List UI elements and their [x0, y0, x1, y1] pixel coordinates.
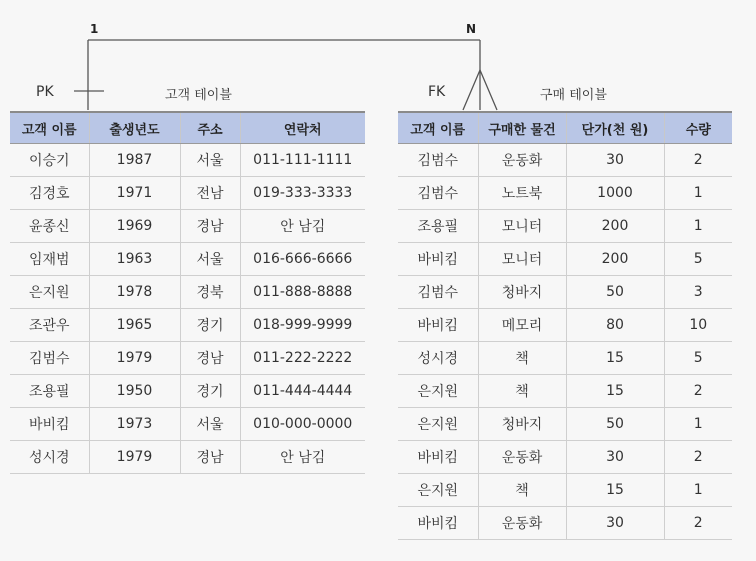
purchase-table-cell: 바비킴 [398, 309, 478, 342]
customer-table-cell: 김경호 [10, 177, 89, 210]
purchase-table-cell: 15 [566, 342, 664, 375]
customer-table-cell: 경남 [180, 441, 240, 474]
customer-table-cell: 성시경 [10, 441, 89, 474]
fk-label: FK [428, 84, 446, 100]
purchase-table-cell: 10 [664, 309, 732, 342]
many-cardinality-label: N [466, 22, 477, 36]
purchase-table-cell: 노트북 [478, 177, 566, 210]
customer-table-cell: 경북 [180, 276, 240, 309]
purchase-table-cell: 30 [566, 507, 664, 540]
customer-table-cell: 1963 [89, 243, 180, 276]
purchase-table-cell: 2 [664, 507, 732, 540]
purchase-table-cell: 1 [664, 177, 732, 210]
purchase-table-row [398, 474, 732, 507]
customer-table-row [10, 144, 365, 177]
customer-table-cell: 1979 [89, 342, 180, 375]
customer-table-row [10, 276, 365, 309]
customer-table-row [10, 243, 365, 276]
customer-table-cell: 1969 [89, 210, 180, 243]
purchase-table-cell: 운동화 [478, 441, 566, 474]
customer-table-cell: 1973 [89, 408, 180, 441]
customer-table-cell: 011-888-8888 [240, 276, 365, 309]
purchase-table-cell: 50 [566, 276, 664, 309]
purchase-table-cell: 80 [566, 309, 664, 342]
customer-table-row [10, 177, 365, 210]
purchase-table-cell: 1 [664, 474, 732, 507]
customer-table-cell: 안 남김 [240, 441, 365, 474]
purchase-table-row [398, 309, 732, 342]
customer-table-cell: 010-000-0000 [240, 408, 365, 441]
purchase-table-cell: 1000 [566, 177, 664, 210]
customer-table-cell: 019-333-3333 [240, 177, 365, 210]
purchase-table-cell: 책 [478, 342, 566, 375]
purchase-table-cell: 은지원 [398, 408, 478, 441]
customer-table-row [10, 375, 365, 408]
customer-table-cell: 김범수 [10, 342, 89, 375]
purchase-table-cell: 은지원 [398, 375, 478, 408]
purchase-table-cell: 50 [566, 408, 664, 441]
purchase-table-cell: 바비킴 [398, 441, 478, 474]
customer-table-cell: 은지원 [10, 276, 89, 309]
customer-table-cell: 016-666-6666 [240, 243, 365, 276]
purchase-table-cell: 메모리 [478, 309, 566, 342]
purchase-table-cell: 200 [566, 210, 664, 243]
purchase-table-cell: 15 [566, 375, 664, 408]
customer-table-row [10, 210, 365, 243]
purchase-table-row [398, 177, 732, 210]
purchase-table-cell: 30 [566, 144, 664, 177]
purchase-table-row [398, 375, 732, 408]
purchase-column-header: 수량 [664, 112, 732, 144]
purchase-table-cell: 바비킴 [398, 243, 478, 276]
customer-table-cell: 경기 [180, 375, 240, 408]
customer-table-cell: 서울 [180, 408, 240, 441]
purchase-table-row [398, 408, 732, 441]
purchase-column-header: 단가(천 원) [566, 112, 664, 144]
purchase-table [398, 111, 732, 540]
purchase-table-cell: 조용필 [398, 210, 478, 243]
customer-table-cell: 1978 [89, 276, 180, 309]
purchase-table-row [398, 441, 732, 474]
purchase-table-cell: 5 [664, 243, 732, 276]
one-cardinality-label: 1 [90, 22, 99, 36]
customer-table-cell: 1965 [89, 309, 180, 342]
customer-table-cell: 조용필 [10, 375, 89, 408]
customer-table-cell: 011-111-1111 [240, 144, 365, 177]
purchase-column-header: 구매한 물건 [478, 112, 566, 144]
customer-table-cell: 1950 [89, 375, 180, 408]
customer-table-cell: 1987 [89, 144, 180, 177]
purchase-table-cell: 3 [664, 276, 732, 309]
customer-column-header: 연락처 [240, 112, 365, 144]
customer-table-cell: 경남 [180, 342, 240, 375]
customer-table-cell: 011-222-2222 [240, 342, 365, 375]
purchase-table-cell: 200 [566, 243, 664, 276]
customer-table-cell: 경기 [180, 309, 240, 342]
customer-table-cell: 안 남김 [240, 210, 365, 243]
purchase-table-cell: 운동화 [478, 507, 566, 540]
customer-table-cell: 011-444-4444 [240, 375, 365, 408]
customer-table-cell: 전남 [180, 177, 240, 210]
customer-table-cell: 서울 [180, 144, 240, 177]
customer-table-cell: 1971 [89, 177, 180, 210]
customer-table-cell: 조관우 [10, 309, 89, 342]
customer-column-header: 출생년도 [89, 112, 180, 144]
purchase-table-row [398, 144, 732, 177]
purchase-table-cell: 책 [478, 375, 566, 408]
customer-table-cell: 1979 [89, 441, 180, 474]
purchase-table-cell: 청바지 [478, 408, 566, 441]
purchase-table-cell: 청바지 [478, 276, 566, 309]
customer-table-cell: 윤종신 [10, 210, 89, 243]
purchase-table-cell: 성시경 [398, 342, 478, 375]
purchase-table-cell: 바비킴 [398, 507, 478, 540]
purchase-table-cell: 1 [664, 210, 732, 243]
customer-column-header: 고객 이름 [10, 112, 89, 144]
purchase-table-row [398, 507, 732, 540]
customer-table-cell: 경남 [180, 210, 240, 243]
customer-table-row [10, 309, 365, 342]
customer-table-cell: 바비킴 [10, 408, 89, 441]
purchase-table-row [398, 243, 732, 276]
purchase-column-header: 고객 이름 [398, 112, 478, 144]
customer-table-row [10, 408, 365, 441]
purchase-table-cell: 김범수 [398, 144, 478, 177]
customer-table-cell: 서울 [180, 243, 240, 276]
purchase-table-cell: 15 [566, 474, 664, 507]
purchase-table-row [398, 276, 732, 309]
purchase-table-cell: 5 [664, 342, 732, 375]
purchase-table-cell: 은지원 [398, 474, 478, 507]
customer-table-row [10, 342, 365, 375]
purchase-table-cell: 김범수 [398, 276, 478, 309]
customer-table-cell: 임재범 [10, 243, 89, 276]
purchase-table-cell: 1 [664, 408, 732, 441]
pk-label: PK [36, 84, 54, 100]
customer-table-row [10, 441, 365, 474]
customer-table-cell: 이승기 [10, 144, 89, 177]
purchase-table-cell: 30 [566, 441, 664, 474]
purchase-table-cell: 2 [664, 441, 732, 474]
purchase-table-cell: 운동화 [478, 144, 566, 177]
purchase-table-cell: 2 [664, 144, 732, 177]
customer-column-header: 주소 [180, 112, 240, 144]
customer-table-title: 고객 테이블 [165, 88, 232, 103]
purchase-table-row [398, 342, 732, 375]
purchase-table-cell: 모니터 [478, 243, 566, 276]
purchase-table-row [398, 210, 732, 243]
purchase-table-cell: 모니터 [478, 210, 566, 243]
purchase-table-cell: 2 [664, 375, 732, 408]
purchase-table-cell: 책 [478, 474, 566, 507]
customer-table [10, 111, 365, 474]
purchase-table-title: 구매 테이블 [540, 88, 607, 103]
purchase-table-cell: 김범수 [398, 177, 478, 210]
customer-table-cell: 018-999-9999 [240, 309, 365, 342]
